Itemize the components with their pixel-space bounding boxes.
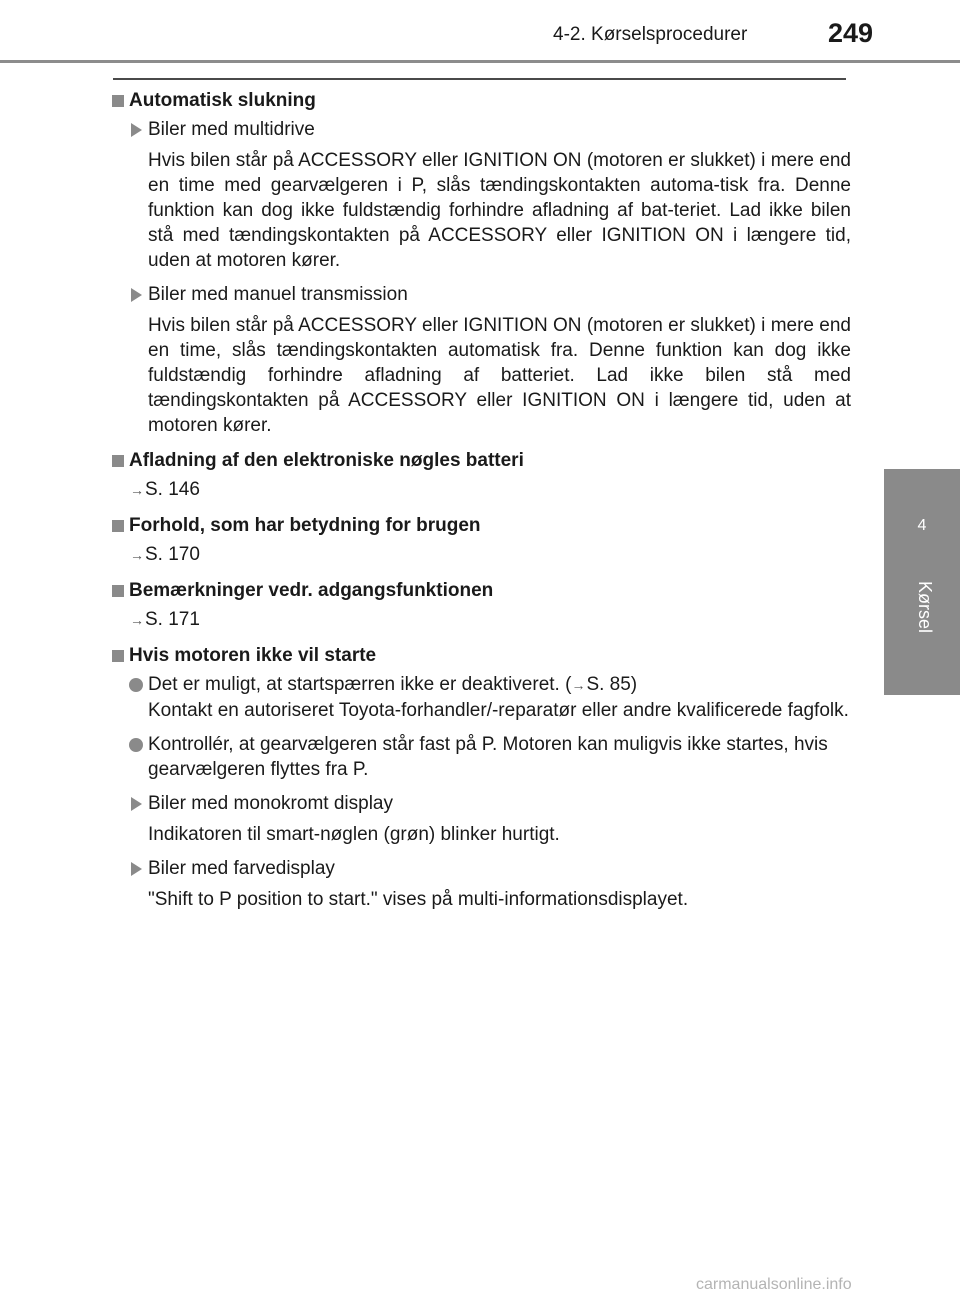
square-icon bbox=[112, 650, 124, 662]
subheading bbox=[111, 282, 851, 307]
bullet-text: Det er muligt, at startspærren ikke er deaktiveret. ( bbox=[148, 674, 572, 695]
section-heading bbox=[111, 643, 851, 668]
triangle-right-icon bbox=[131, 862, 142, 876]
subheading bbox=[111, 117, 851, 142]
bullet-text: Kontrollér, at gearvælgeren står fast på P. Motoren kan muligvis ikke startes, hvis gearvælgeren flyttes fra P. bbox=[148, 734, 828, 780]
section-title: Bemærkninger vedr. adgangsfunktionen bbox=[129, 580, 494, 601]
page-reference-text: S. 170 bbox=[145, 544, 200, 565]
chapter-label: Kørsel bbox=[915, 581, 935, 634]
section-heading bbox=[111, 513, 851, 538]
list-item bbox=[111, 732, 851, 782]
square-icon bbox=[112, 585, 124, 597]
chapter-number: 4 bbox=[917, 517, 927, 534]
subheading-text: Biler med farvedisplay bbox=[148, 858, 335, 879]
subheading-text: Biler med monokromt display bbox=[148, 793, 393, 814]
header-top-divider bbox=[0, 60, 960, 63]
arrow-right-icon: → bbox=[130, 547, 144, 563]
paragraph: Hvis bilen står på ACCESSORY eller IGNITION ON (motoren er slukket) i mere end en time, slås tændingskontakten automatisk fra. Denne funktion kan dog ikke fuldstændig forhindre afladning af batteriet. Lad ikke bilen stå med tændingskontakten på ACCESSORY eller IGNITION ON i længere tid, uden at motoren kører. bbox=[148, 315, 851, 436]
section-access-notes bbox=[111, 578, 851, 633]
page-content bbox=[111, 88, 851, 912]
section-title: Hvis motoren ikke vil starte bbox=[129, 645, 377, 666]
header-divider bbox=[113, 78, 846, 80]
page-reference-link[interactable] bbox=[111, 607, 851, 633]
page-reference-text[interactable]: S. 85) bbox=[586, 674, 638, 695]
section-heading bbox=[111, 448, 851, 473]
section-title: Automatisk slukning bbox=[129, 90, 316, 111]
square-icon bbox=[112, 455, 124, 467]
square-icon bbox=[112, 520, 124, 532]
paragraph: "Shift to P position to start." vises på multi-informationsdisplayet. bbox=[148, 889, 689, 910]
header-section-title: 4-2. Kørselsprocedurer bbox=[553, 24, 748, 45]
square-icon bbox=[112, 95, 124, 107]
section-heading bbox=[111, 88, 851, 113]
subheading bbox=[111, 856, 851, 881]
paragraph: Indikatoren til smart-nøglen (grøn) blinker hurtigt. bbox=[148, 824, 560, 845]
section-engine-wont-start bbox=[111, 643, 851, 912]
watermark: carmanualsonline.info bbox=[696, 1276, 852, 1293]
section-key-battery bbox=[111, 448, 851, 503]
section-conditions bbox=[111, 513, 851, 568]
list-item bbox=[111, 672, 851, 723]
triangle-right-icon bbox=[131, 797, 142, 811]
triangle-right-icon bbox=[131, 123, 142, 137]
arrow-right-icon: → bbox=[130, 482, 144, 498]
chapter-side-tab[interactable] bbox=[884, 469, 960, 695]
section-automatic-shutoff bbox=[111, 88, 851, 438]
page-reference-text: S. 146 bbox=[145, 479, 200, 500]
section-title: Forhold, som har betydning for brugen bbox=[129, 515, 481, 536]
bullet-text: Kontakt en autoriseret Toyota-forhandler/-reparatør eller andre kvalificerede fagfolk. bbox=[148, 700, 849, 721]
paragraph: Hvis bilen står på ACCESSORY eller IGNITION ON (motoren er slukket) i mere end en time med gearvælgeren i P, slås tændingskontakten automa-tisk fra. Denne funktion kan dog ikke fuldstændig forhindre afladning af bat-teriet. Lad ikke bilen stå med tændingskontakten på ACCESSORY eller IGNITION ON i længere tid, uden at motoren kører. bbox=[148, 150, 851, 271]
subheading-text: Biler med multidrive bbox=[148, 119, 315, 140]
section-heading bbox=[111, 578, 851, 603]
triangle-right-icon bbox=[131, 288, 142, 302]
subheading-text: Biler med manuel transmission bbox=[148, 284, 408, 305]
page-reference-link[interactable] bbox=[111, 477, 851, 503]
section-title: Afladning af den elektroniske nøgles batteri bbox=[129, 450, 524, 471]
circle-bullet-icon bbox=[129, 738, 143, 752]
page-reference-text: S. 171 bbox=[145, 609, 200, 630]
page-reference-link[interactable] bbox=[111, 542, 851, 568]
circle-bullet-icon bbox=[129, 678, 143, 692]
arrow-right-icon: → bbox=[130, 612, 144, 628]
arrow-right-icon: → bbox=[571, 677, 586, 693]
subheading bbox=[111, 791, 851, 816]
page-number: 249 bbox=[828, 18, 874, 48]
